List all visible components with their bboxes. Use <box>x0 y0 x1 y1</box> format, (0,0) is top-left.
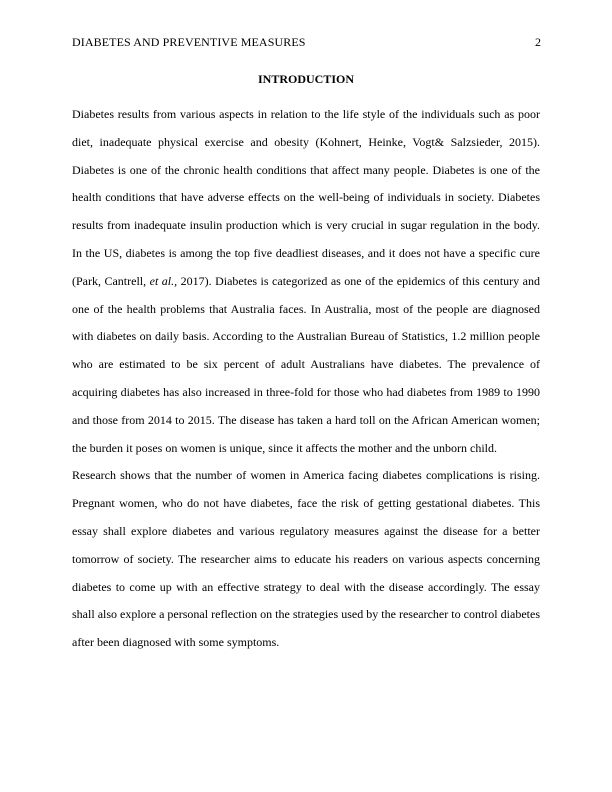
page-number: 2 <box>535 35 541 49</box>
body-line: after been diagnosed with some symptoms. <box>72 635 280 650</box>
body-line: Diabetes is one of the chronic health conditions that affect many people. Diabetes is one of the <box>72 162 540 177</box>
section-title: INTRODUCTION <box>257 72 354 86</box>
body-line: Research shows that the number of women in America facing diabetes complications is rising. <box>72 468 540 483</box>
body-line: one of the health problems that Australia faces. In Australia, most of the people are diagnosed <box>72 301 540 316</box>
body-line: diet, inadequate physical exercise and obesity (Kohnert, Heinke, Vogt& Salzsieder, 2015). <box>72 134 540 149</box>
body-line: tomorrow of society. The researcher aims to educate his readers on various aspects concerning <box>72 551 540 566</box>
body-line: and those from 2014 to 2015. The disease has taken a hard toll on the African American women; <box>72 412 540 427</box>
body-line: Pregnant women, who do not have diabetes, face the risk of getting gestational diabetes. This <box>72 496 540 511</box>
body-line-citation <box>72 268 540 296</box>
citation-italic: et al., <box>149 273 178 288</box>
body-paragraph <box>72 101 540 657</box>
body-line: acquiring diabetes has also increased in three-fold for those who had diabetes from 1989 to 1990 <box>72 384 540 399</box>
body-line: results from inadequate insulin production which is very crucial in sugar regulation in the body. <box>72 218 540 233</box>
body-line: diabetes to come up with an effective strategy to deal with the disease accordingly. The essay <box>72 579 540 594</box>
citation-text: (Park, Cantrell, <box>72 273 150 288</box>
running-head: DIABETES AND PREVENTIVE MEASURES <box>72 35 306 49</box>
body-line: health conditions that have adverse effects on the well-being of individuals in society. Diabetes <box>72 190 540 205</box>
body-line: In the US, diabetes is among the top five deadliest diseases, and it does not have a specific cure <box>72 245 540 260</box>
body-line: the burden it poses on women is unique, since it affects the mother and the unborn child. <box>72 440 498 455</box>
body-line: shall also explore a personal reflection on the strategies used by the researcher to control diabetes <box>72 607 540 622</box>
citation-text: 2017). Diabetes is categorized as one of the epidemics of this century and <box>177 273 540 288</box>
body-line: Diabetes results from various aspects in relation to the life style of the individuals such as poor <box>72 107 540 121</box>
body-line: with diabetes on daily basis. According to the Australian Bureau of Statistics, 1.2 million people <box>72 329 540 344</box>
body-line: who are estimated to be six percent of adult Australians have diabetes. The prevalence of <box>72 357 540 372</box>
body-line: essay shall explore diabetes and various regulatory measures against the disease for a better <box>72 523 540 538</box>
